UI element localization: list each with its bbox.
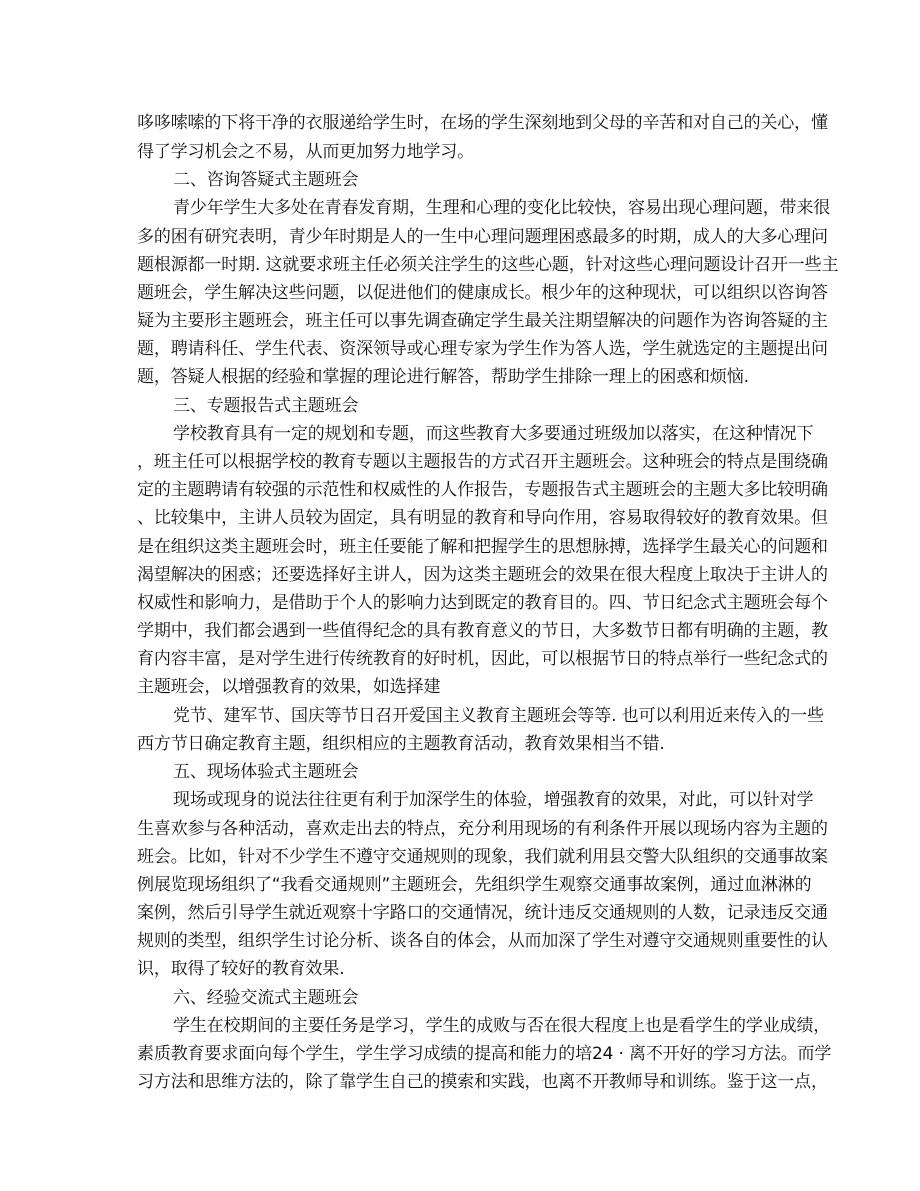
body-text-line: 规则的类型，组织学生讨论分析、谈各自的体会，从而加深了学生对遵守交通规则重要性的认	[137, 931, 828, 951]
body-text-line: 是在组织这类主题班会时，班主任要能了解和把握学生的思想脉搏，选择学生最关心的问题和	[137, 537, 828, 557]
body-text-line: 定的主题聘请有较强的示范性和权威性的人作报告，专题报告式主题班会的主题大多比较明确	[137, 480, 828, 500]
body-text-line: 多的困有研究表明，青少年时期是人的一生中心理问题理困惑最多的时期，成人的大多心理问	[137, 227, 828, 247]
body-text-line: 生喜欢参与各种活动，喜欢走出去的特点，充分利用现场的有利条件开展以现场内容为主题的	[137, 819, 828, 839]
body-text-line: 案例，然后引导学生就近观察十字路口的交通情况，统计违反交通规则的人数，记录违反交通	[137, 903, 828, 923]
body-text-line: 学期中，我们都会遇到一些值得纪念的具有教育意义的节日，大多数节日都有明确的主题，教	[137, 621, 828, 641]
body-text-line: 得了学习机会之不易，从而更加努力地学习。	[137, 142, 474, 162]
body-text-line: 现场或现身的说法往往更有利于加深学生的体验，增强教育的效果，对此，可以针对学	[173, 790, 814, 810]
body-text-line: 西方节日确定教育主题，组织相应的主题教育活动，教育效果相当不错.	[137, 734, 665, 754]
body-text-line: 识，取得了较好的教育效果.	[137, 959, 345, 979]
body-text-line: 主题班会，以增强教育的效果，如选择建	[137, 677, 441, 697]
body-text-line: ，班主任可以根据学校的教育专题以主题报告的方式召开主题班会。这种班会的特点是围绕确	[137, 452, 828, 472]
body-text-line: 党节、建军节、国庆等节日召开爱国主义教育主题班会等等. 也可以利用近来传入的一些	[173, 706, 824, 726]
body-text-line: 题，答疑人根据的经验和掌握的理论进行解答，帮助学生排除一理上的困惑和烦恼.	[137, 367, 749, 387]
body-text-line: 素质教育要求面向每个学生，学生学习成绩的提高和能力的培24 · 离不开好的学习方法。而学	[137, 1044, 832, 1064]
body-text-line: 渴望解决的困惑；还要选择好主讲人，因为这类主题班会的效果在很大程度上取决于主讲人的	[137, 565, 828, 585]
body-text-line: 哆哆嗦嗦的下将干净的衣服递给学生时，在场的学生深刻地到父母的辛苦和对自己的关心，懂	[137, 113, 828, 133]
body-text-line: 育内容丰富，是对学生进行传统教育的好时机，因此，可以根据节日的特点举行一些纪念式的	[137, 649, 828, 669]
body-text-line: 例展览现场组织了“我看交通规则”主题班会，先组织学生观察交通事故案例，通过血淋淋的	[137, 875, 812, 895]
section-heading: 三、专题报告式主题班会	[173, 396, 359, 416]
body-text-line: 、比较集中，主讲人员较为固定，具有明显的教育和导向作用，容易取得较好的教育效果。但	[137, 508, 828, 528]
body-text-line: 疑为主要形主题班会，班主任可以事先调查确定学生最关注期望解决的问题作为咨询答疑的主	[137, 311, 828, 331]
body-text-line: 题根源都一时期. 这就要求班主任必须关注学生的这些心题，针对这些心理问题设计召开一些主	[137, 255, 839, 275]
body-text-line: 学生在校期间的主要任务是学习，学生的成败与否在很大程度上也是看学生的学业成绩，	[173, 1016, 831, 1036]
body-text-line: 权威性和影响力，是借助于个人的影响力达到既定的教育目的。四、节日纪念式主题班会每个	[137, 593, 828, 613]
body-text-line: 题，聘请科任、学生代表、资深领导或心理专家为学生作为答人选，学生就选定的主题提出问	[137, 339, 828, 359]
section-heading: 五、现场体验式主题班会	[173, 762, 359, 782]
section-heading: 二、咨询答疑式主题班会	[173, 170, 359, 190]
body-text-line: 题班会，学生解决这些问题，以促进他们的健康成长。根少年的这种现状，可以组织以咨询答	[137, 283, 828, 303]
body-text-line: 班会。比如，针对不少学生不遵守交通规则的现象，我们就利用县交警大队组织的交通事故案	[137, 847, 828, 867]
body-text-line: 学校教育具有一定的规划和专题，而这些教育大多要通过班级加以落实，在这种情况下	[173, 424, 814, 444]
body-text-line: 习方法和思维方法的，除了靠学生自己的摸索和实践，也离不开教师导和训练。鉴于这一点，	[137, 1072, 828, 1092]
section-heading: 六、经验交流式主题班会	[173, 988, 359, 1008]
body-text-line: 青少年学生大多处在青春发育期，生理和心理的变化比较快，容易出现心理问题，带来很	[173, 198, 831, 218]
